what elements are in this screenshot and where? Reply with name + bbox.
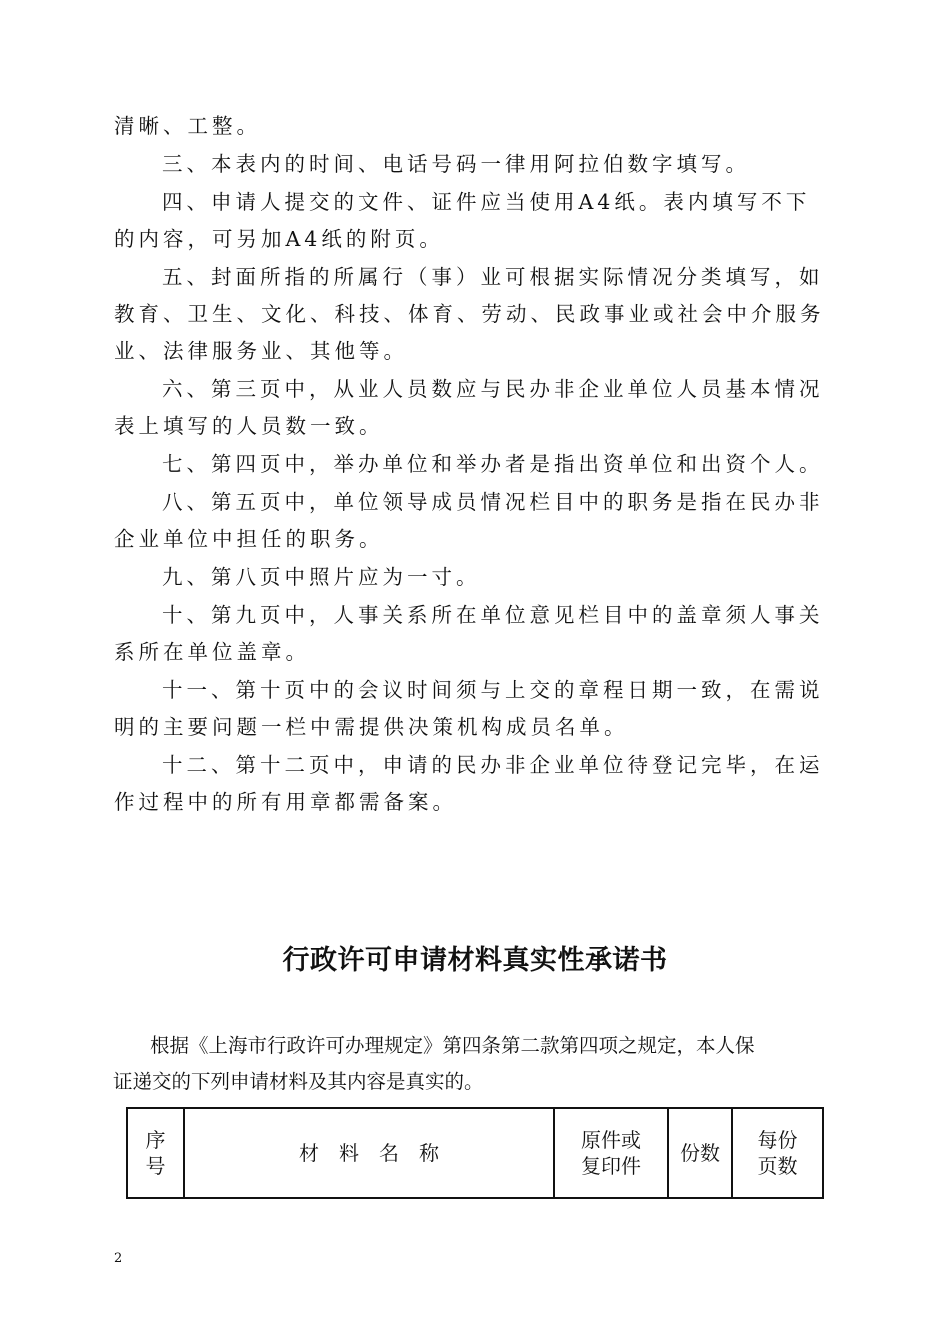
header-seq-line-2: 号: [145, 1154, 166, 1178]
header-pages-per-copy: [732, 1108, 823, 1198]
header-copies: [668, 1108, 732, 1198]
header-original-or-copy: [554, 1108, 668, 1198]
materials-table-header-row: [127, 1108, 823, 1198]
page-number: 2: [114, 1251, 123, 1266]
note-item-9: 九、第八页中照片应为一寸。: [162, 565, 481, 589]
note-item-6: 六、第三页中，从业人员数应与民办非企业单位人员基本情况表上填写的人员数一致。: [114, 377, 824, 438]
note-item-5: 五、封面所指的所属行（事）业可根据实际情况分类填写，如教育、卫生、文化、科技、体育、劳动、民政事业或社会中介服务业、法律服务业、其他等。: [114, 265, 825, 363]
header-material-name: [184, 1108, 554, 1198]
note-item-12: 十二、第十二页中，申请的民办非企业单位待登记完毕，在运作过程中的所有用章都需备案。: [114, 753, 824, 814]
note-item-4: 四、申请人提交的文件、证件应当使用A4纸。表内填写不下的内容，可另加A4纸的附页。: [114, 190, 811, 251]
header-seq-line-1: 序: [145, 1128, 166, 1152]
header-copies-text: 份数: [680, 1141, 720, 1165]
header-original-line-2: 复印件: [581, 1154, 641, 1178]
header-pages-line-1: 每份: [757, 1128, 798, 1152]
header-original-line-1: 原件或: [581, 1128, 641, 1152]
pledge-intro-line-1: 根据《上海市行政许可办理规定》第四条第二款第四项之规定，本人保: [150, 1034, 755, 1057]
note-item-7: 七、第四页中，举办单位和举办者是指出资单位和出资个人。: [162, 452, 824, 476]
note-item-11: 十一、第十页中的会议时间须与上交的章程日期一致，在需说明的主要问题一栏中需提供决策机构成员名单。: [114, 678, 824, 739]
header-material-name-text: 材 料 名 称: [299, 1141, 439, 1165]
instructions-section: [114, 108, 834, 822]
note-item-continued: 清晰、工整。: [114, 114, 261, 138]
pledge-intro: [113, 1028, 853, 1100]
header-pages-line-2: 页数: [757, 1154, 798, 1178]
pledge-title: 行政许可申请材料真实性承诺书: [282, 945, 668, 976]
note-item-10: 十、第九页中，人事关系所在单位意见栏目中的盖章须人事关系所在单位盖章。: [114, 603, 824, 664]
header-seq: [127, 1108, 184, 1198]
note-item-8: 八、第五页中，单位领导成员情况栏目中的职务是指在民办非企业单位中担任的职务。: [114, 490, 824, 551]
materials-table: [126, 1107, 824, 1199]
pledge-intro-line-2: 证递交的下列申请材料及其内容是真实的。: [113, 1070, 484, 1093]
note-item-3: 三、本表内的时间、电话号码一律用阿拉伯数字填写。: [162, 152, 750, 176]
